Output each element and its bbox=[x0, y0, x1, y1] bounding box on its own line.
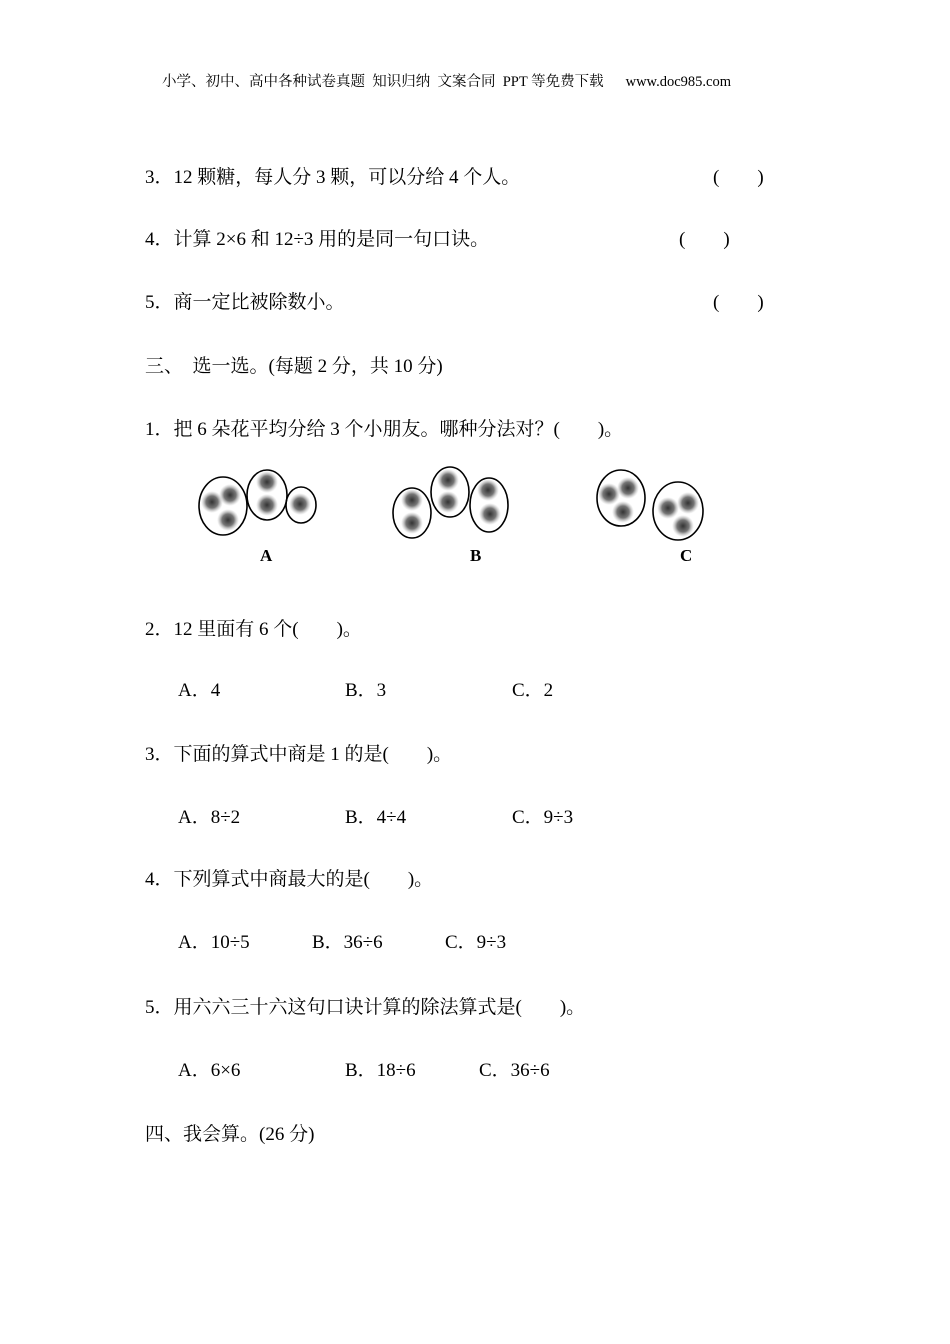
judge-question-4: 4．计算 2×6 和 12÷3 用的是同一句口诀。 bbox=[145, 229, 490, 250]
flower-icon bbox=[256, 471, 278, 493]
option-b[interactable]: B．36÷6 bbox=[312, 932, 383, 953]
option-b[interactable]: B．4÷4 bbox=[345, 807, 407, 828]
choice-question-5: 5．用六六三十六这句口诀计算的除法算式是( )。 bbox=[145, 997, 586, 1018]
option-c[interactable]: C．9÷3 bbox=[445, 932, 507, 953]
header-site: www.doc985.com bbox=[625, 74, 731, 90]
flower-icon bbox=[256, 494, 278, 516]
section-3-title: 三、 选一选。(每题 2 分，共 10 分) bbox=[145, 356, 443, 377]
choice-question-4: 4．下列算式中商最大的是( )。 bbox=[145, 869, 434, 890]
flower-icon bbox=[617, 477, 639, 499]
section-4-title: 四、我会算。(26 分) bbox=[145, 1124, 315, 1145]
option-b[interactable]: B．18÷6 bbox=[345, 1060, 416, 1081]
answer-bracket[interactable]: ( ) bbox=[713, 167, 764, 188]
option-c[interactable]: C．36÷6 bbox=[479, 1060, 550, 1081]
option-c[interactable]: C．2 bbox=[512, 680, 554, 701]
option-a[interactable]: A．10÷5 bbox=[178, 932, 250, 953]
picture-label-c: C bbox=[680, 546, 693, 565]
picture-label-a: A bbox=[260, 546, 273, 565]
flower-icon bbox=[677, 492, 699, 514]
header-text: 小学、初中、高中各种试卷真题 知识归纳 文案合同 PPT 等免费下载 bbox=[162, 74, 604, 90]
option-c[interactable]: C．9÷3 bbox=[512, 807, 574, 828]
flower-icon bbox=[401, 489, 423, 511]
judge-question-5: 5．商一定比被除数小。 bbox=[145, 292, 345, 313]
option-a[interactable]: A．4 bbox=[178, 680, 221, 701]
flower-icon bbox=[672, 515, 694, 537]
choice-question-1: 1．把 6 朵花平均分给 3 个小朋友。哪种分法对？( )。 bbox=[145, 419, 624, 440]
answer-bracket[interactable]: ( ) bbox=[713, 292, 764, 313]
flower-icon bbox=[289, 493, 311, 515]
flower-icon bbox=[401, 512, 423, 534]
option-a[interactable]: A．8÷2 bbox=[178, 807, 241, 828]
option-a[interactable]: A．6×6 bbox=[178, 1060, 241, 1081]
answer-bracket[interactable]: ( ) bbox=[679, 229, 730, 250]
picture-label-b: B bbox=[470, 546, 482, 565]
flower-icon bbox=[219, 484, 241, 506]
judge-question-3: 3．12 颗糖，每人分 3 颗，可以分给 4 个人。 bbox=[145, 167, 521, 188]
flower-groups-figure bbox=[0, 0, 950, 600]
flower-icon bbox=[217, 509, 239, 531]
flower-icon bbox=[598, 483, 620, 505]
flower-icon bbox=[479, 503, 501, 525]
flower-icon bbox=[437, 491, 459, 513]
flower-icon bbox=[477, 479, 499, 501]
option-b[interactable]: B．3 bbox=[345, 680, 387, 701]
choice-question-3: 3．下面的算式中商是 1 的是( )。 bbox=[145, 744, 453, 765]
flower-icon bbox=[612, 501, 634, 523]
choice-question-2: 2．12 里面有 6 个( )。 bbox=[145, 619, 362, 640]
flower-icon bbox=[437, 469, 459, 491]
flower-icon bbox=[657, 497, 679, 519]
